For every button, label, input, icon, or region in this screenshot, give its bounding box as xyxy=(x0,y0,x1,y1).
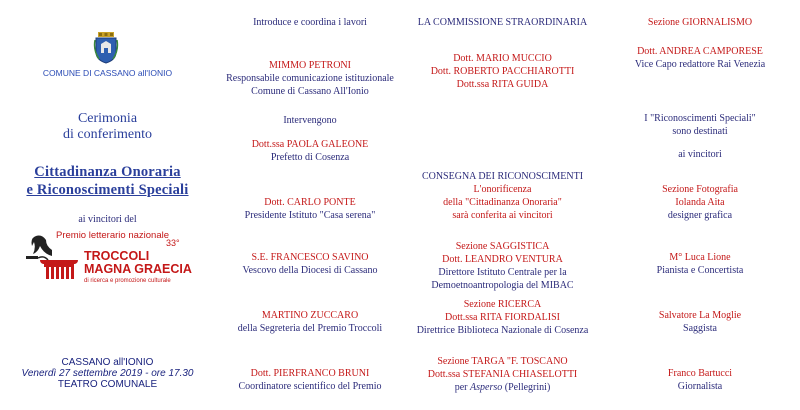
consegna-label: CONSEGNA DEI RICONOSCIMENTI xyxy=(421,171,584,182)
targa-role-book: Asperso xyxy=(470,382,503,393)
speaker-6-role: Coordinatore scientifico del Premio xyxy=(238,381,382,392)
saggistica-title: Sezione SAGGISTICA xyxy=(455,241,550,252)
giornalismo-role: Vice Capo redattore Rai Venezia xyxy=(634,59,766,70)
speaker-3-role: Presidente Istituto "Casa serena" xyxy=(244,210,376,221)
ricerca-role: Direttrice Biblioteca Nazionale di Cosenza xyxy=(416,325,589,336)
intro-label: Introduce e coordina i lavori xyxy=(253,17,367,28)
speaker-1-role-2: Comune di Cassano All'Ionio xyxy=(251,86,369,97)
coat-of-arms-icon xyxy=(93,32,119,64)
winner-1-role: Pianista e Concertista xyxy=(656,265,744,276)
place-label: CASSANO all'IONIO xyxy=(61,357,154,368)
speaker-5-role: della Segreteria del Premio Troccoli xyxy=(237,323,383,334)
commission-member-2: Dott. ROBERTO PACCHIAROTTI xyxy=(430,66,575,77)
speaker-4-role: Vescovo della Diocesi di Cassano xyxy=(242,265,378,276)
column-event-info xyxy=(0,0,215,410)
cerimonia-line-2: di conferimento xyxy=(62,127,153,142)
event-title-line-1: Cittadinanza Onoraria xyxy=(34,164,181,180)
logo-name-2: MAGNA GRAECIA xyxy=(84,262,192,276)
logo-sub: di ricerca e promozione culturale xyxy=(84,278,171,284)
ricerca-title: Sezione RICERCA xyxy=(463,299,542,310)
column-commission xyxy=(405,0,600,410)
saggistica-role-2: Demoetnoantropologia del MIBAC xyxy=(431,280,574,291)
edition-label: 33° xyxy=(166,238,180,248)
targa-role xyxy=(405,381,600,394)
onorificenza-line-1: L'onorificenza xyxy=(473,184,532,195)
commissione-label: LA COMMISSIONE STRAORDINARIA xyxy=(417,17,588,28)
speaker-1-name: MIMMO PETRONI xyxy=(269,60,351,71)
intervengono-label: Intervengono xyxy=(283,115,337,126)
onorificenza-line-2: della "Cittadinanza Onoraria" xyxy=(443,197,562,208)
saggistica-role-1: Direttore Istituto Centrale per la xyxy=(438,267,567,278)
fotografia-role: designer grafica xyxy=(667,210,733,221)
giornalismo-title: Sezione GIORNALISMO xyxy=(647,17,753,28)
troccoli-logo xyxy=(24,228,204,288)
onorificenza-line-3: sarà conferita ai vincitori xyxy=(452,210,553,221)
event-title-line-2: e Riconoscimenti Speciali xyxy=(26,182,189,198)
winner-3-role: Giornalista xyxy=(677,381,723,392)
cerimonia-line-1: Cerimonia xyxy=(77,111,138,126)
speaker-1-role-1: Responsabile comunicazione istituzionale xyxy=(226,73,394,84)
column-speakers xyxy=(215,0,405,410)
targa-role-post: (Pellegrini) xyxy=(502,382,551,393)
targa-role-pre: per xyxy=(454,382,470,393)
speciali-line-1: I "Riconoscimenti Speciali" xyxy=(644,113,756,124)
commission-member-1: Dott. MARIO MUCCIO xyxy=(453,53,552,64)
speciali-line-2: sono destinati xyxy=(672,126,728,137)
datetime-label: Venerdì 27 settembre 2019 - ore 17.30 xyxy=(21,368,194,379)
speaker-2-name: Dott.ssa PAOLA GALEONE xyxy=(251,139,369,150)
logo-name-1: TROCCOLI xyxy=(84,249,150,263)
speaker-4-name: S.E. FRANCESCO SAVINO xyxy=(251,252,369,263)
speaker-5-name: MARTINO ZUCCARO xyxy=(261,310,359,321)
venue-label: TEATRO COMUNALE xyxy=(57,379,158,390)
ricerca-name: Dott.ssa RITA FIORDALISI xyxy=(444,312,561,323)
fotografia-name: Iolanda Aita xyxy=(675,197,725,208)
premio-line: Premio letterario nazionale xyxy=(56,230,170,241)
winner-2-name: Salvatore La Moglie xyxy=(658,310,742,321)
winner-1-name: M° Luca Lione xyxy=(669,252,731,263)
speaker-2-role: Prefetto di Cosenza xyxy=(270,152,350,163)
targa-title: Sezione TARGA "F. TOSCANO xyxy=(437,356,568,367)
vincitori-del-label: ai vincitori del xyxy=(78,214,137,225)
winner-2-role: Saggista xyxy=(683,323,717,334)
comune-label: COMUNE DI CASSANO all'IONIO xyxy=(42,68,173,78)
commission-member-3: Dott.ssa RITA GUIDA xyxy=(456,79,549,90)
speaker-6-name: Dott. PIERFRANCO BRUNI xyxy=(250,368,370,379)
fotografia-title: Sezione Fotografia xyxy=(662,184,738,195)
column-special-awards xyxy=(600,0,800,410)
winner-3-name: Franco Bartucci xyxy=(667,368,733,379)
giornalismo-name: Dott. ANDREA CAMPORESE xyxy=(637,46,763,57)
speaker-3-name: Dott. CARLO PONTE xyxy=(264,197,356,208)
saggistica-name: Dott. LEANDRO VENTURA xyxy=(442,254,563,265)
ai-vincitori-label: ai vincitori xyxy=(678,149,722,160)
targa-name: Dott.ssa STEFANIA CHIASELOTTI xyxy=(427,369,578,380)
